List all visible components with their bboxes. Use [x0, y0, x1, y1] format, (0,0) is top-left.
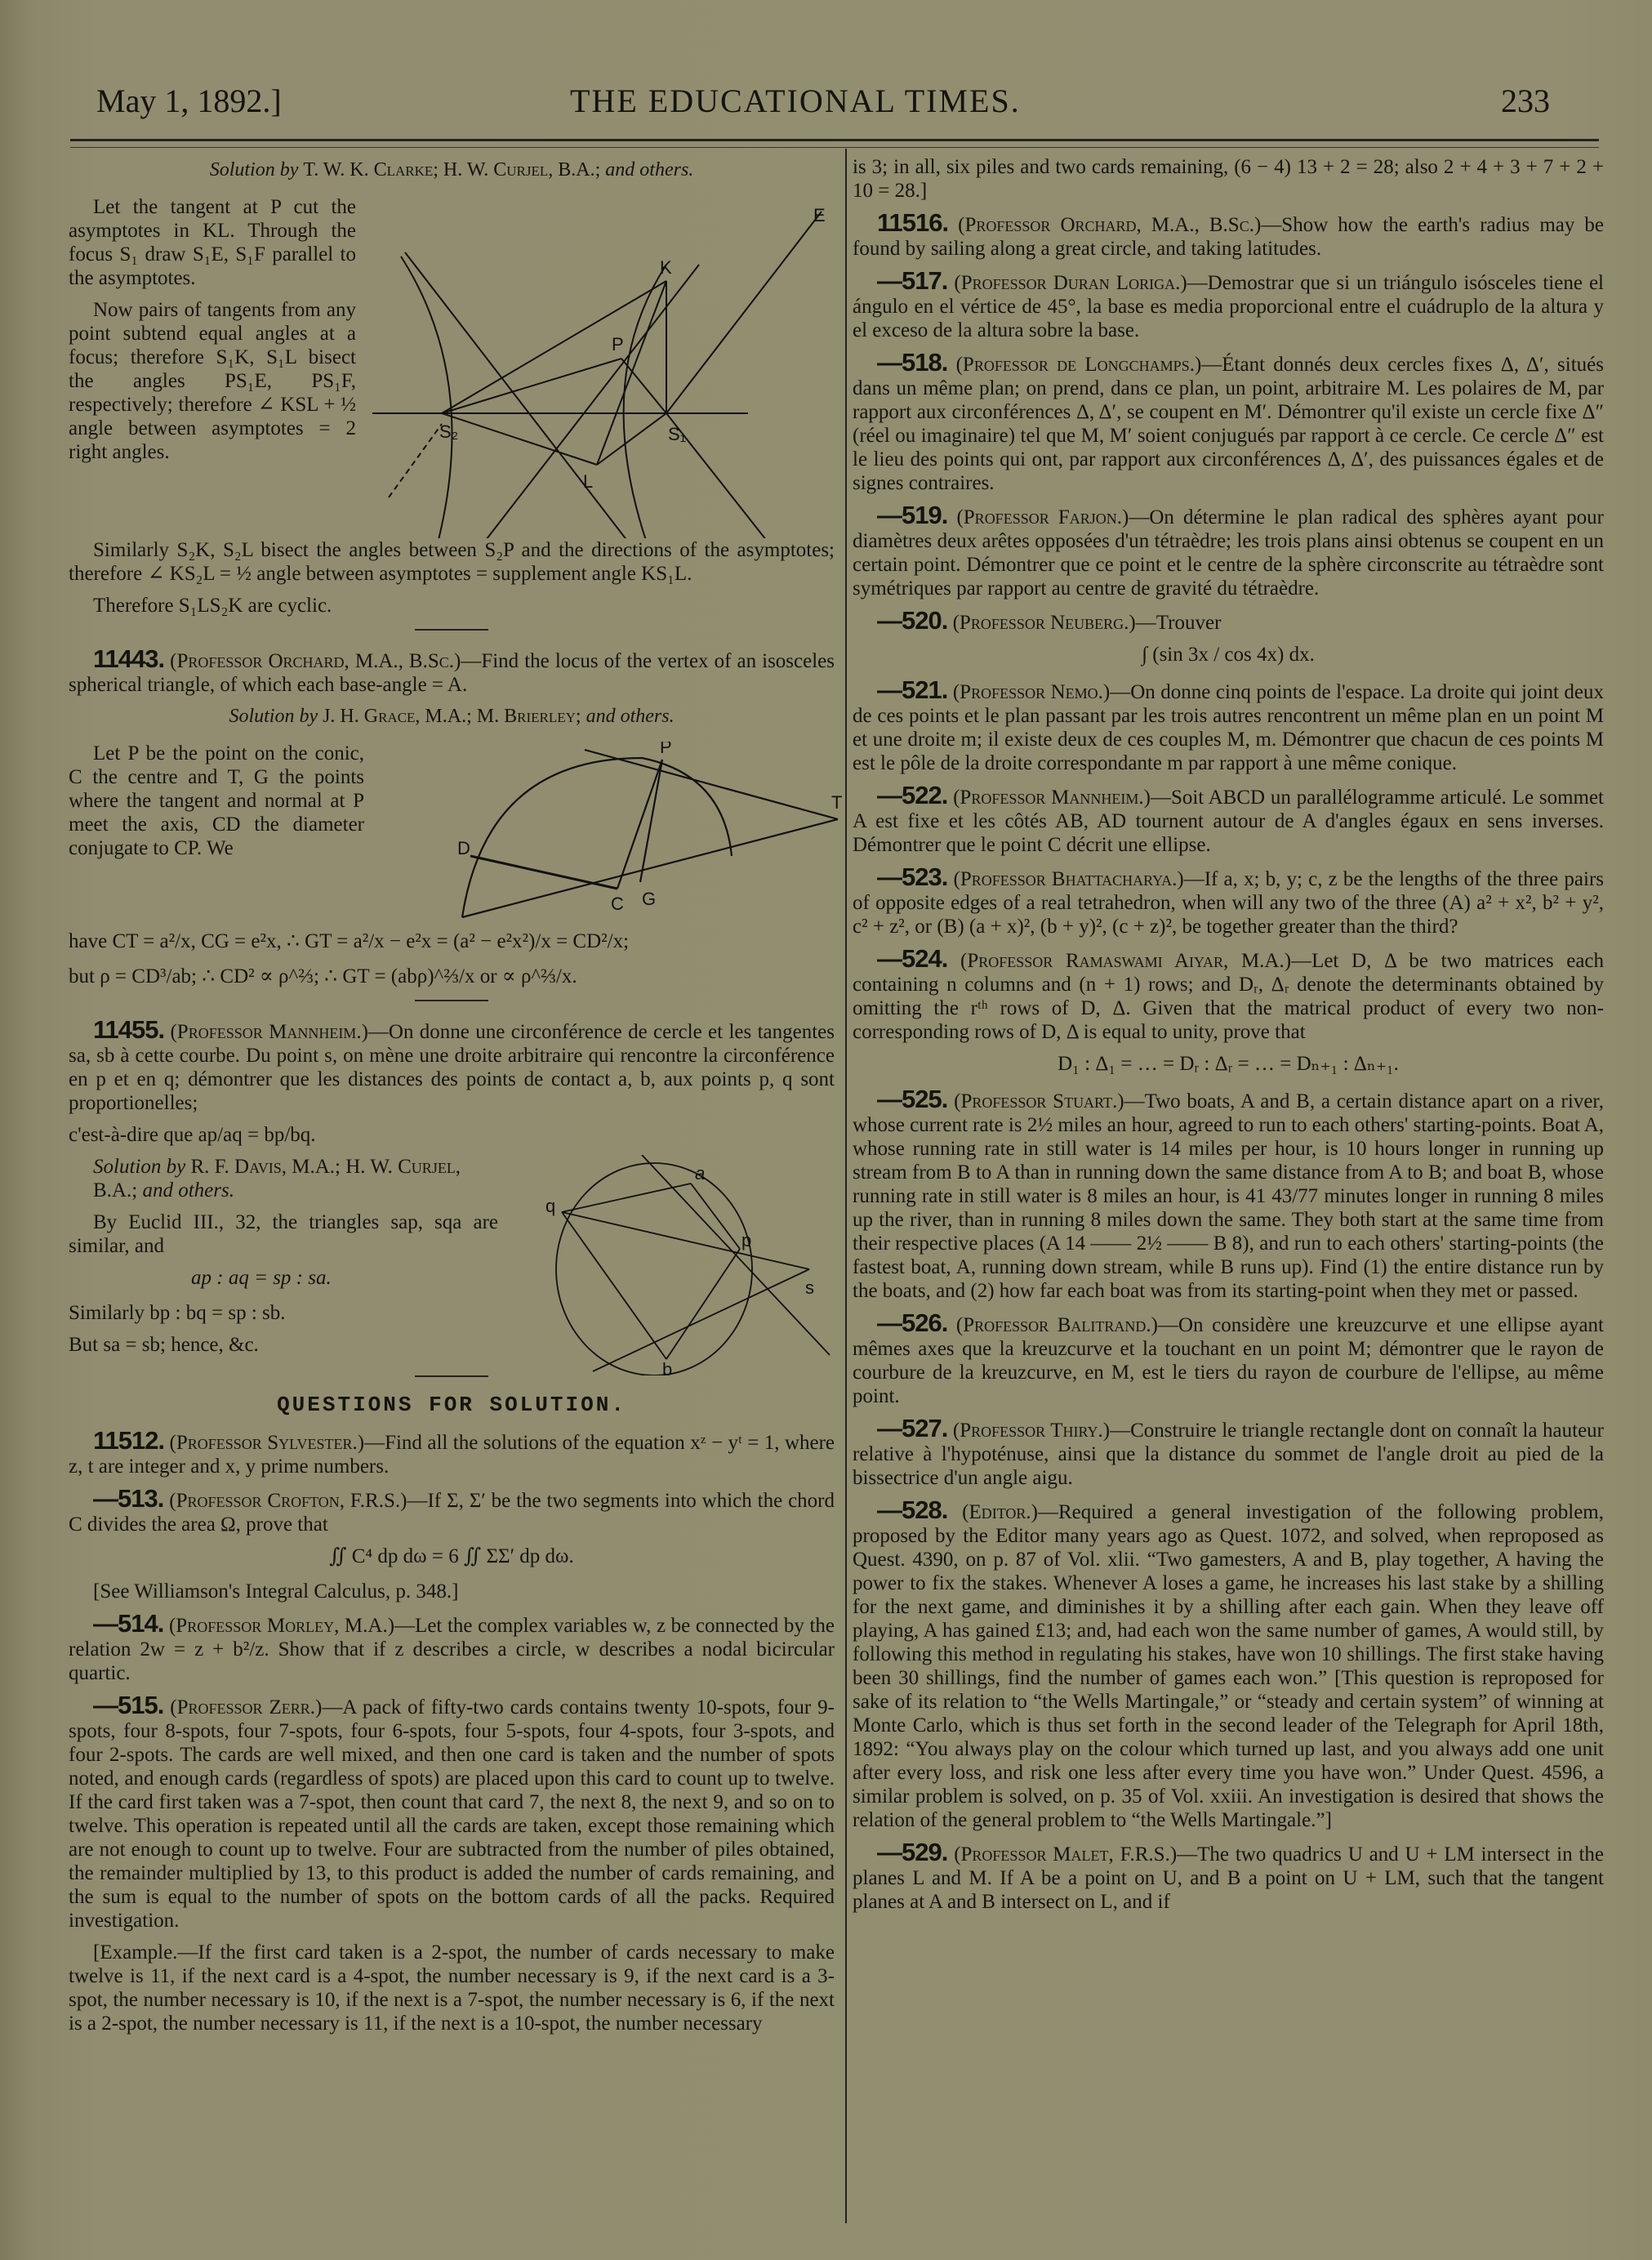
hyperbola-figure — [364, 195, 846, 538]
equation: D₁ : Δ₁ = … = Dᵣ : Δᵣ = … = Dₙ₊₁ : Δₙ₊₁. — [1058, 1053, 1399, 1075]
question-text: —On donne cinq points de l'espace. La droite qui joint deux de ces points et le plan passant par les trois autres rencontrent un même plan en un point M et une droite m; il existe deux de ces couples M, m. Démontrer que chacun de ces points M est le pôle de la droite correspondante m par rapport à une même conique. — [853, 681, 1604, 774]
paragraph: Similarly S₂K, S₂L bisect the angles between S₂P and the directions of the asymptotes; therefore ∠ KS₂L = ½ angle between asymptotes = supplement angle KS₁L. — [69, 539, 835, 585]
fig-label-G: G — [642, 889, 657, 909]
question-11512: 11512. (Professor Sylvester.)—Find all the solutions of the equation xᶻ − yᵗ = 1, where z, t are integer and x, y prime numbers. — [69, 1426, 835, 1478]
divider — [415, 629, 488, 631]
equation: But sa = sb; hence, &c. — [69, 1334, 259, 1356]
paragraph: Therefore S₁LS₂K are cyclic. — [93, 595, 332, 617]
equation: c'est-à-dire que ap/aq = bp/bq. — [69, 1124, 316, 1146]
hyperbola-left-branch — [401, 256, 452, 538]
right-column — [853, 155, 1604, 1922]
paragraph: By Euclid III., 32, the triangles sap, sqa are similar, and — [69, 1211, 498, 1257]
question-number: —525. — [877, 1085, 948, 1113]
tangent-sb — [593, 1269, 809, 1371]
question-text: —Soit ABCD un parallélogramme articulé. Le sommet A est fixe et les côtés AB, AD tournent autour de A d'angles égaux en sens inverses. Démontrer que le point C décrit une ellipse. — [853, 787, 1604, 856]
circle-tangent-figure — [503, 1155, 846, 1375]
equation: Similarly bp : bq = sp : sb. — [69, 1302, 286, 1324]
divider — [415, 1000, 488, 1001]
solution-byline: Solution by J. H. Grace, M.A.; M. Brierley; and others. — [229, 706, 675, 727]
equation: have CT = a²/x, CG = e²x, ∴ GT = a²/x − e²x = (a² − e²x²)/x = CD²/x; — [69, 930, 630, 952]
question-item — [853, 1087, 1604, 1303]
fig-label-E: E — [813, 205, 826, 225]
question-author: (Professor Neuberg.) — [952, 612, 1136, 634]
question-item — [853, 675, 1604, 775]
line-S1E — [666, 212, 822, 413]
paragraph: Let P be the point on the conic, C the centre and T, G the points where the tangent and normal at P meet the axis, CD the diameter conjugate to CP. We — [69, 742, 364, 859]
fig-label-b: b — [662, 1359, 673, 1375]
question-11443: 11443. (Professor Orchard, M.A., B.Sc.)—Find the locus of the vertex of an isosceles spherical triangle, of which each base-angle = A. — [69, 644, 835, 696]
fig-label-L: L — [583, 471, 594, 492]
question-514: —514. (Professor Morley, M.A.)—Let the complex variables w, z be connected by the relation 2w = z + b²/z. Show that if z describes a circle, w describes a nodal bicircular quartic. — [69, 1609, 835, 1684]
question-number: —528. — [877, 1496, 948, 1524]
question-item — [853, 1840, 1604, 1914]
question-author: (Professor Ramaswami Aiyar, M.A.) — [960, 950, 1292, 972]
header-rule — [70, 139, 1599, 141]
question-item — [853, 1416, 1604, 1490]
question-text: —If a, x; b, y; c, z be the lengths of the three pairs of opposite edges of a real tetrahedron, when will any two of the three (A) a² + x², b² + y², c² + z², or (B) (a + x)², (b + y)², (c + z)², be together greater than the third? — [853, 868, 1604, 938]
question-item — [853, 208, 1604, 261]
question-513: —513. (Professor Crofton, F.R.S.)—If Σ, Σ′ be the two segments into which the chord C divides the area Ω, prove that — [69, 1484, 835, 1536]
question-text: —On considère une kreuzcurve et une ellipse ayant mêmes axes que la kreuzcurve et la touchant en un point M; démontrer que le rayon de courbure de la kreuzcurve, en M, est le tiers du rayon de courbure de l'ellipse, au même point. — [853, 1314, 1604, 1407]
paragraph: Now pairs of tangents from any point subtend equal angles at a focus; therefore S₁K, S₁L bisect the angles PS₁E, PS₁F, respectively; therefore ∠ KSL + ½ angle between asymptotes = 2 right angles. — [69, 299, 356, 463]
question-number: —517. — [877, 266, 948, 295]
question-author: (Professor Stuart.) — [954, 1090, 1124, 1112]
question-item — [853, 865, 1604, 938]
equation: ap : aq = sp : sa. — [191, 1267, 332, 1289]
conic-figure — [372, 742, 846, 929]
question-number: 11516. — [877, 208, 949, 237]
equation: ∫ (sin 3x / cos 4x) dx. — [1142, 644, 1315, 666]
question-text: —On détermine le plan radical des sphères ayant pour diamètres deux arêtes opposées d'un tétraèdre; les trois plans ainsi obtenus se coupent en un certain point. Démontrer que ce point et le centre de la sphère circonscrite au tétraèdre sont symétriques par rapport au centre de gravité du tétraèdre. — [853, 506, 1604, 600]
equation: ∬ C⁴ dp dω = 6 ∬ ΣΣ′ dp dω. — [329, 1545, 574, 1567]
left-column — [69, 155, 843, 2044]
section-title: QUESTIONS FOR SOLUTION. — [277, 1393, 626, 1417]
question-author: (Professor Malet, F.R.S.) — [954, 1843, 1178, 1866]
question-item — [853, 783, 1604, 857]
circle — [556, 1163, 752, 1375]
page-number: 233 — [1501, 82, 1550, 119]
question-text: —Required a general investigation of the following problem, proposed by the Editor many years ago as Quest. 1072, and solved, when reproposed as Quest. 4390, on p. 87 of Vol. xlii. “Two gamesters, A and B, play together, A having the power to fix the stakes. Whenever A loses a game, he increases his last stake by a shilling for the next game, and diminishes it by a shilling after each gain. When they leave off playing, A has gained £13; and, had each won the same number of games, A would still, by following this method in regulating his stakes, have won 10 shillings. The first stake having been 30 shillings, find the number of games each won.” [This question is reproposed for sake of its relation to “the Wells Martingale,” or “steady and certain system” of winning at Monte Carlo, which is thus set forth in the second leader of the Telegraph for April 18th, 1892: “You always play on the colour which turned up last, and you always add one unit after every loss, and risk one less after every time you have won.” Under Quest. 4596, a similar problem is solved, on p. 35 of Vol. xxiii. An investigation is desired that shows the relation of the general problem to “the Wells Martingale.”] — [853, 1501, 1605, 1831]
journal-title: THE EDUCATIONAL TIMES. — [570, 82, 1021, 119]
question-number: —522. — [877, 781, 948, 809]
question-number: —526. — [877, 1308, 948, 1337]
example-paragraph: [Example.—If the first card taken is a 2-spot, the number of cards necessary to make twelve is 11, if the next card is a 4-spot, the number necessary is 9, if the next card is a 3-spot, the number necessary is 10, if the next is a 7-spot, the number necessary is 6, if the next is a 2-spot, the number necessary is 11, if the next is a 10-spot, the number necessary — [69, 1941, 835, 2035]
question-number: —524. — [877, 944, 948, 973]
fig-label-D: D — [457, 838, 470, 858]
equation: but ρ = CD³/ab; ∴ CD² ∝ ρ^⅔; ∴ GT = (abρ)^⅔/x or ∝ ρ^⅔/x. — [69, 965, 577, 987]
divider — [415, 1375, 488, 1377]
question-number: —520. — [877, 606, 948, 635]
question-author: (Professor Balitrand.) — [955, 1314, 1158, 1336]
question-number: —523. — [877, 863, 948, 891]
question-author: (Professor Farjon.) — [956, 506, 1129, 528]
question-515: —515. (Professor Zerr.)—A pack of fifty-two cards contains twenty 10-spots, four 9-spots, four 8-spots, four 7-spots, four 6-spots, four 5-spots, four 4-spots, four 3-spots, and four 2-spots. The cards are well mixed, and then one card is taken and the number of spots noted, and enough cards (regardless of spots) are placed upon this card to count up to twelve. If the card first taken was a 7-spot, then count that card 7, the next 8, the next 9, and so on to twelve. This operation is repeated until all the cards are taken, except those remaining which are not enough to count up to twelve. Four are subtracted from the number of piles obtained, the remainder multiplied by 13, to this product is added the number of cards remaining, and the sum is equal to the number of spots on the bottom cards of all the packs. Required investigation. — [69, 1691, 835, 1932]
question-text: —Étant donnés deux cercles fixes Δ, Δ′, situés dans un même plan; on prend, dans ce plan, un point, arbitraire M. Les polaires de M, par rapport aux circonférences Δ, Δ′, se coupent en M′. Démontrer qu'il existe un cercle fixe Δ″ (réel ou imaginaire) tel que M, M′ soient conjugués par rapport à ce cercle. Ce cercle Δ″ est le lieu des points qui ont, par rapport aux circonférences Δ, Δ′, des puissances égales et de signes contraires. — [853, 354, 1604, 494]
header-rule-thin — [70, 147, 1599, 148]
question-item — [853, 608, 1604, 635]
fig-label-K: K — [660, 257, 672, 278]
reference: [See Williamson's Integral Calculus, p. 348.] — [93, 1580, 459, 1603]
fig-label-q: q — [545, 1196, 556, 1216]
fig-label-S1: S₁ — [668, 424, 687, 444]
question-text: —Construire le triangle rectangle dont on connaît la hauteur relative à l'hypoténuse, ainsi que la distance du sommet de l'angle droit au pied de la bissectrice d'un angle aigu. — [853, 1420, 1605, 1489]
question-text: —Two boats, A and B, a certain distance apart on a river, whose current rate is 2½ miles an hour, agreed to run to each others' starting-points. Boat A, whose running rate in still water is 14 miles per hour, is 10 hours longer in running up stream from B to A than in running down the same distance from A to B; and boat B, whose running rate in still water is 8 miles an hour, is 41 43/77 minutes longer in running 8 miles up the river, than in running 8 miles down the same. They both start at the same time from their respective places (A 14 —— 2½ —— B 8), and run to each others' starting-points (the fastest boat, A, running down stream, while B runs up). Find (1) the entire distance run by the boats, and (2) how far each boat was from its starting-point when they met or passed. — [853, 1090, 1604, 1302]
question-author: (Professor Mannheim.) — [953, 787, 1151, 809]
question-item — [853, 1308, 1604, 1408]
question-author: (Editor.) — [962, 1501, 1038, 1523]
question-text: —Show how the earth's radius may be found by sailing along a great circle, and taking latitudes. — [853, 214, 1604, 260]
fig-label-a: a — [695, 1163, 706, 1183]
question-text: —Demostrar que si un triángulo isósceles tiene el ángulo en el vértice de 45°, la base es media proporcional entre el cuádruplo de la altura y el exceso de la altura sobre la base. — [853, 272, 1605, 341]
question-number: —521. — [877, 675, 948, 704]
question-author: (Professor Duran Loriga.) — [954, 272, 1187, 294]
tangent-PT — [585, 750, 838, 819]
question-item — [853, 266, 1605, 342]
hyperbola-right-branch — [624, 265, 695, 538]
paragraph: Let the tangent at P cut the asymptotes in KL. Through the focus S₁ draw S₁E, S₁F parallel to the asymptotes. — [69, 196, 356, 289]
question-list — [853, 208, 1605, 1914]
page-header — [96, 82, 1583, 131]
question-author: (Professor Nemo.) — [952, 681, 1111, 703]
question-text: —The two quadrics U and U + LM intersect in the planes L and M. If A be a point on U, and B a point on U + LM, such that the tangent planes at A and B intersect on L, and if — [853, 1843, 1605, 1913]
diameter-CD — [470, 856, 617, 889]
fig-label-S2: S₂ — [439, 421, 459, 442]
solution-byline: Solution by R. F. Davis, M.A.; H. W. Curjel, B.A.; and others. — [93, 1156, 461, 1201]
question-item — [853, 944, 1605, 1044]
fig-label-P: P — [660, 742, 672, 757]
question-author: (Professor Thiry.) — [952, 1420, 1111, 1442]
issue-date: May 1, 1892.] — [96, 82, 282, 119]
question-item — [853, 350, 1604, 495]
solution-byline: Solution by T. W. K. Clarke; H. W. Curjel, B.A.; and others. — [209, 159, 694, 181]
question-author: (Professor de Longchamps.) — [955, 354, 1202, 376]
question-text: —Let D, Δ be two matrices each containing n columns and (n + 1) rows; and Dᵣ, Δᵣ denote the determinants obtained by omitting the rᵗʰ rows of D, Δ. Given that the matrical product of every two non-corresponding rows of D, Δ is equal to unity, prove that — [853, 950, 1605, 1043]
question-11455: 11455. (Professor Mannheim.)—On donne une circonférence de cercle et les tangentes sa, sb à cette courbe. Du point s, on mène une droite arbitraire qui rencontre la circonférence en p et en q; démontrer que les distances des points de contact a, b, aux points p, q sont proportionelles; — [69, 1015, 835, 1114]
fig-label-s: s — [805, 1277, 814, 1298]
question-number: —518. — [877, 348, 948, 377]
fig-label-C: C — [611, 894, 624, 914]
question-number: —529. — [877, 1838, 948, 1866]
question-author: (Professor Orchard, M.A., B.Sc.) — [958, 214, 1262, 236]
question-item — [853, 503, 1604, 600]
question-number: —519. — [877, 501, 948, 529]
fig-label-p: p — [741, 1230, 752, 1250]
fig-label-T: T — [831, 792, 843, 813]
fig-label-P: P — [612, 334, 624, 354]
continued-paragraph: is 3; in all, six piles and two cards remaining, (6 − 4) 13 + 2 = 28; also 2 + 4 + 3 + 7 + 2 + 10 = 28.] — [853, 156, 1604, 202]
question-author: (Professor Bhattacharya.) — [953, 868, 1184, 890]
question-text: —Trouver — [1135, 612, 1222, 634]
question-number: —527. — [877, 1414, 948, 1442]
question-item — [853, 1498, 1604, 1832]
